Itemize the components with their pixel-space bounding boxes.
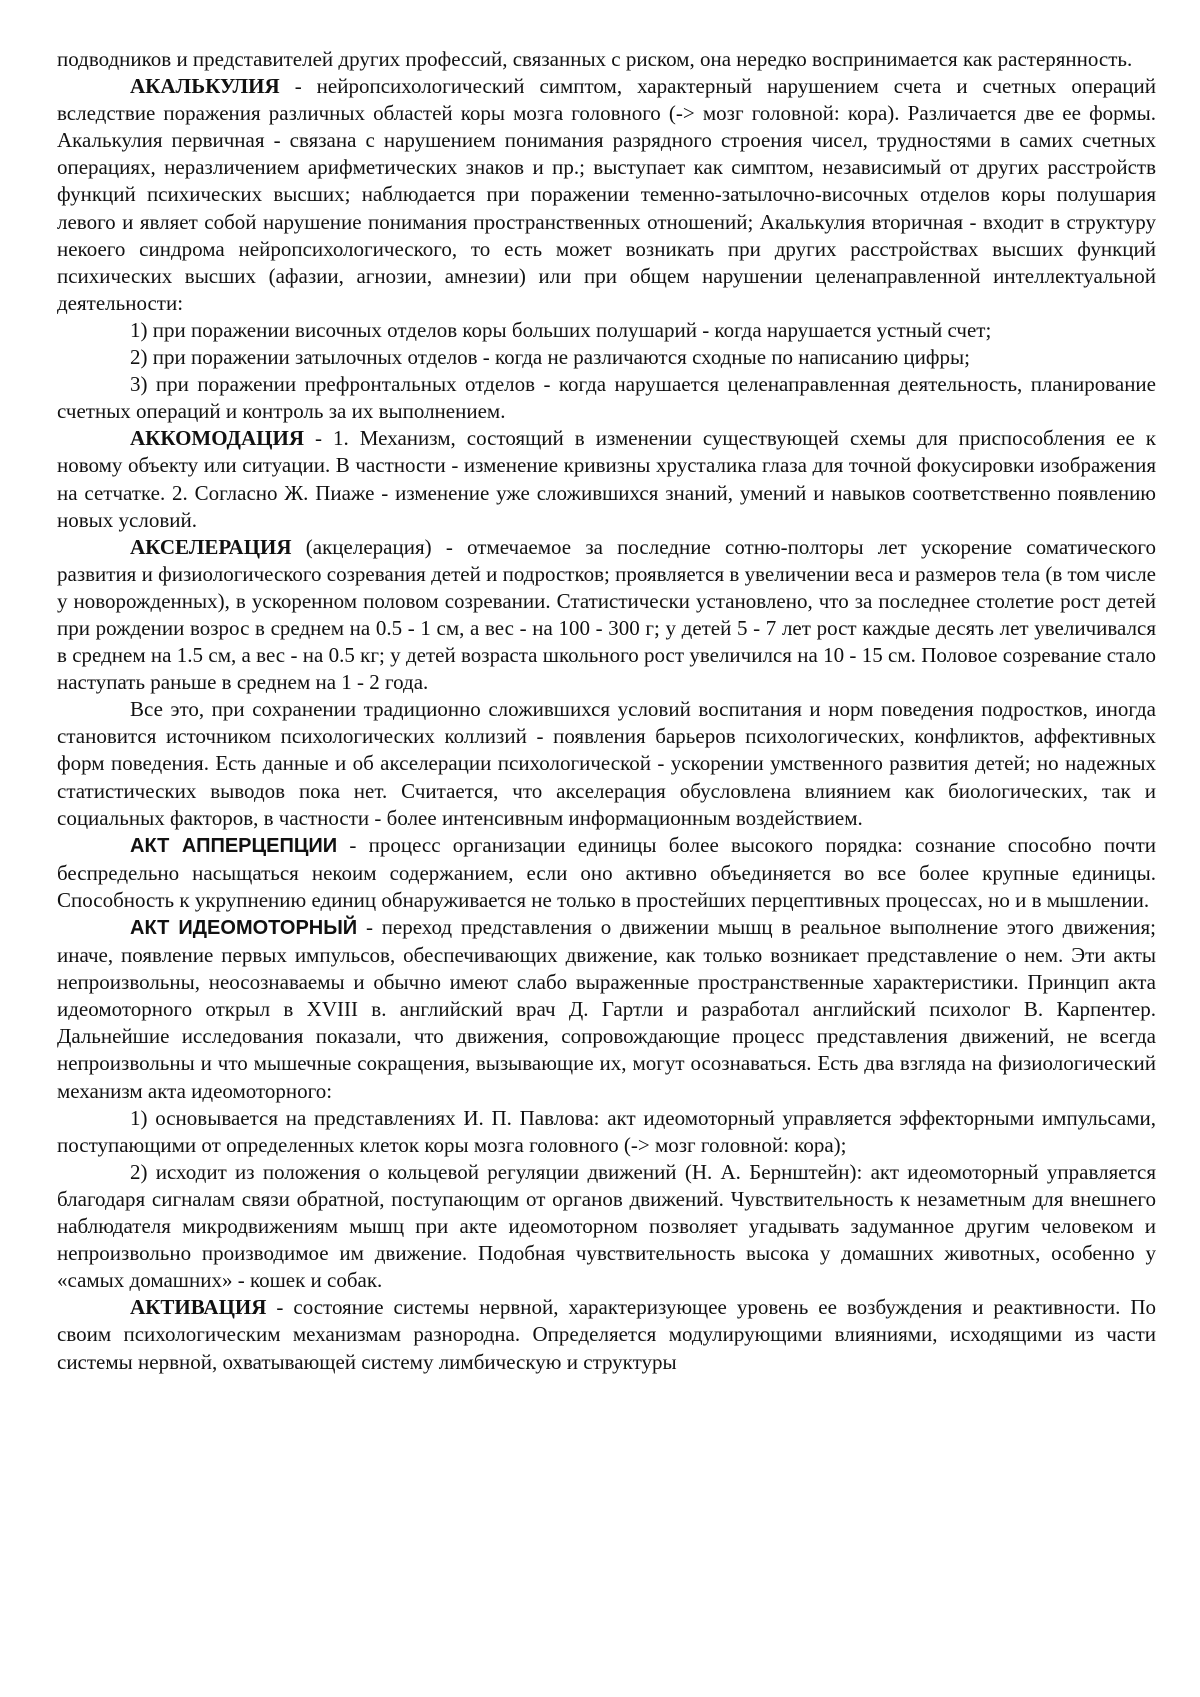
paragraph-text: Все это, при сохранении традиционно сложившихся условий воспитания и норм поведения подростков, иногда становится источником психологических коллизий - появления барьеров психологических, конфликтов, аффективных форм поведения. Есть данные и об акселерации психологической - ускорении умственного развития детей; но надежных статистических выводов пока нет. Считается, что акселерация обусловлена влиянием как биологических, так и социальных факторов, в частности - более интенсивным информационным воздействием.	[57, 697, 1156, 830]
entry-akt-appertseptsii	[57, 832, 1156, 914]
entry-term: АКТ ИДЕОМОТОРНЫЙ	[130, 917, 358, 939]
entry-term: АККОМОДАЦИЯ	[130, 426, 304, 451]
entry-akt-ideomotorny	[57, 914, 1156, 1105]
entry-text: - состояние системы нервной, характеризующее уровень ее возбуждения и реактивности. По своим психологическим механизмам разнородна. Определяется модулирующими влияниями, исходящими из части системы нервной, охватывающей систему лимбическую и структуры	[57, 1295, 1156, 1374]
entry-aktivatsiya	[57, 1294, 1156, 1375]
entry-term: АКАЛЬКУЛИЯ	[130, 74, 280, 99]
paragraph	[57, 696, 1156, 831]
entry-term: АКТ АППЕРЦЕПЦИИ	[130, 834, 338, 857]
entry-term: АКСЕЛЕРАЦИЯ	[130, 534, 292, 559]
entry-text: (акцелерация) - отмечаемое за последние сотню-полторы лет ускорение соматического развития и физиологического созревания детей и подростков; проявляется в увеличении веса и размеров тела (в том числе у новорожденных), в ускоренном половом созревании. Статистически установлено, что за последнее столетие рост детей при рождении возрос в среднем на 0.5 - 1 см, а вес - на 100 - 300 г; у детей 5 - 7 лет рост каждые десять лет увеличивался в среднем на 1.5 см, а вес - на 0.5 кг; у детей возраста школьного рост увеличился на 10 - 15 см. Половое созревание стало наступать раньше в среднем на 1 - 2 года.	[57, 534, 1156, 695]
entry-text: - 1. Механизм, состоящий в изменении существующей схемы для приспособления ее к новому объекту или ситуации. В частности - изменение кривизны хрусталика глаза для точной фокусировки изображения на сетчатке. 2. Согласно Ж. Пиаже - изменение уже сложившихся знаний, умений и навыков соответственно появлению новых условий.	[57, 426, 1156, 532]
list-item	[57, 317, 1156, 344]
entry-text: - процесс организации единицы более высокого порядка: сознание способно почти беспредельно насыщаться некоим содержанием, если оно активно объединяется во все более крупные единицы. Способность к укрупнению единиц обнаруживается не только в простейших перцептивных процессах, но и в мышлении.	[57, 832, 1156, 912]
list-item	[57, 1105, 1156, 1159]
list-item-text: 2) при поражении затылочных отделов - когда не различаются сходные по написанию цифры;	[130, 345, 970, 370]
list-item	[57, 1159, 1156, 1294]
entry-term: АКТИВАЦИЯ	[130, 1295, 267, 1320]
entry-text: - переход представления о движении мышц в реальное выполнение этого движения; иначе, появление первых импульсов, обеспечивающих движение, как только возникает представление о нем. Эти акты непроизвольны, неосознаваемы и обычно имеют слабо выраженные пространственные характеристики. Принцип акта идеомоторного открыл в XVIII в. английский врач Д. Гартли и разработал английский психолог В. Карпентер. Дальнейшие исследования показали, что движения, сопровождающие процесс представления движений, не всегда непроизвольны и что мышечные сокращения, вызывающие их, могут осознаваться. Есть два взгляда на физиологический механизм акта идеомоторного:	[57, 915, 1157, 1103]
entry-akalkuliya	[57, 73, 1156, 317]
list-item-text: 1) основывается на представлениях И. П. Павлова: акт идеомоторный управляется эффекторными импульсами, поступающими от определенных клеток коры мозга головного (-> мозг головной: кора);	[57, 1105, 1156, 1157]
list-item-text: 2) исходит из положения о кольцевой регуляции движений (Н. А. Бернштейн): акт идеомоторный управляется благодаря сигналам связи обратной, поступающим от органов движений. Чувствительность к незаметным для внешнего наблюдателя микродвижениям мышц при акте идеомоторном позволяет угадывать задуманное другим человеком и непроизвольно производимое им движение. Подобная чувствительность высока у домашних животных, особенно у «самых домашних» - кошек и собак.	[57, 1159, 1156, 1293]
list-item-text: 3) при поражении префронтальных отделов - когда нарушается целенаправленная деятельность, планирование счетных операций и контроль за их выполнением.	[57, 372, 1156, 424]
list-item	[57, 344, 1156, 371]
list-item	[57, 371, 1156, 425]
paragraph-text: подводников и представителей других профессий, связанных с риском, она нередко воспринимается как растерянность.	[57, 47, 1133, 71]
entry-akseleratsiya	[57, 534, 1156, 697]
paragraph-continuation	[57, 46, 1156, 73]
list-item-text: 1) при поражении височных отделов коры больших полушарий - когда нарушается устный счет;	[130, 317, 992, 342]
entry-text: - нейропсихологический симптом, характерный нарушением счета и счетных операций вследствие поражения различных областей коры мозга головного (-> мозг головной: кора). Различается две ее формы. Акалькулия первичная - связана с нарушением понимания разрядного строения чисел, трудностями в самих счетных операциях, неразличением арифметических знаков и пр.; выступает как симптом, независимый от других расстройств функций психических высших; наблюдается при поражении теменно-затылочно-височных отделов коры полушария левого и являет собой нарушение понимания пространственных отношений; Акалькулия вторичная - входит в структуру некоего синдрома нейропсихологического, то есть может возникать при других расстройствах высших функций психических высших (афазии, агнозии, амнезии) или при общем нарушении целенаправленной интеллектуальной деятельности:	[57, 74, 1156, 315]
entry-akkomodatsiya	[57, 425, 1156, 533]
